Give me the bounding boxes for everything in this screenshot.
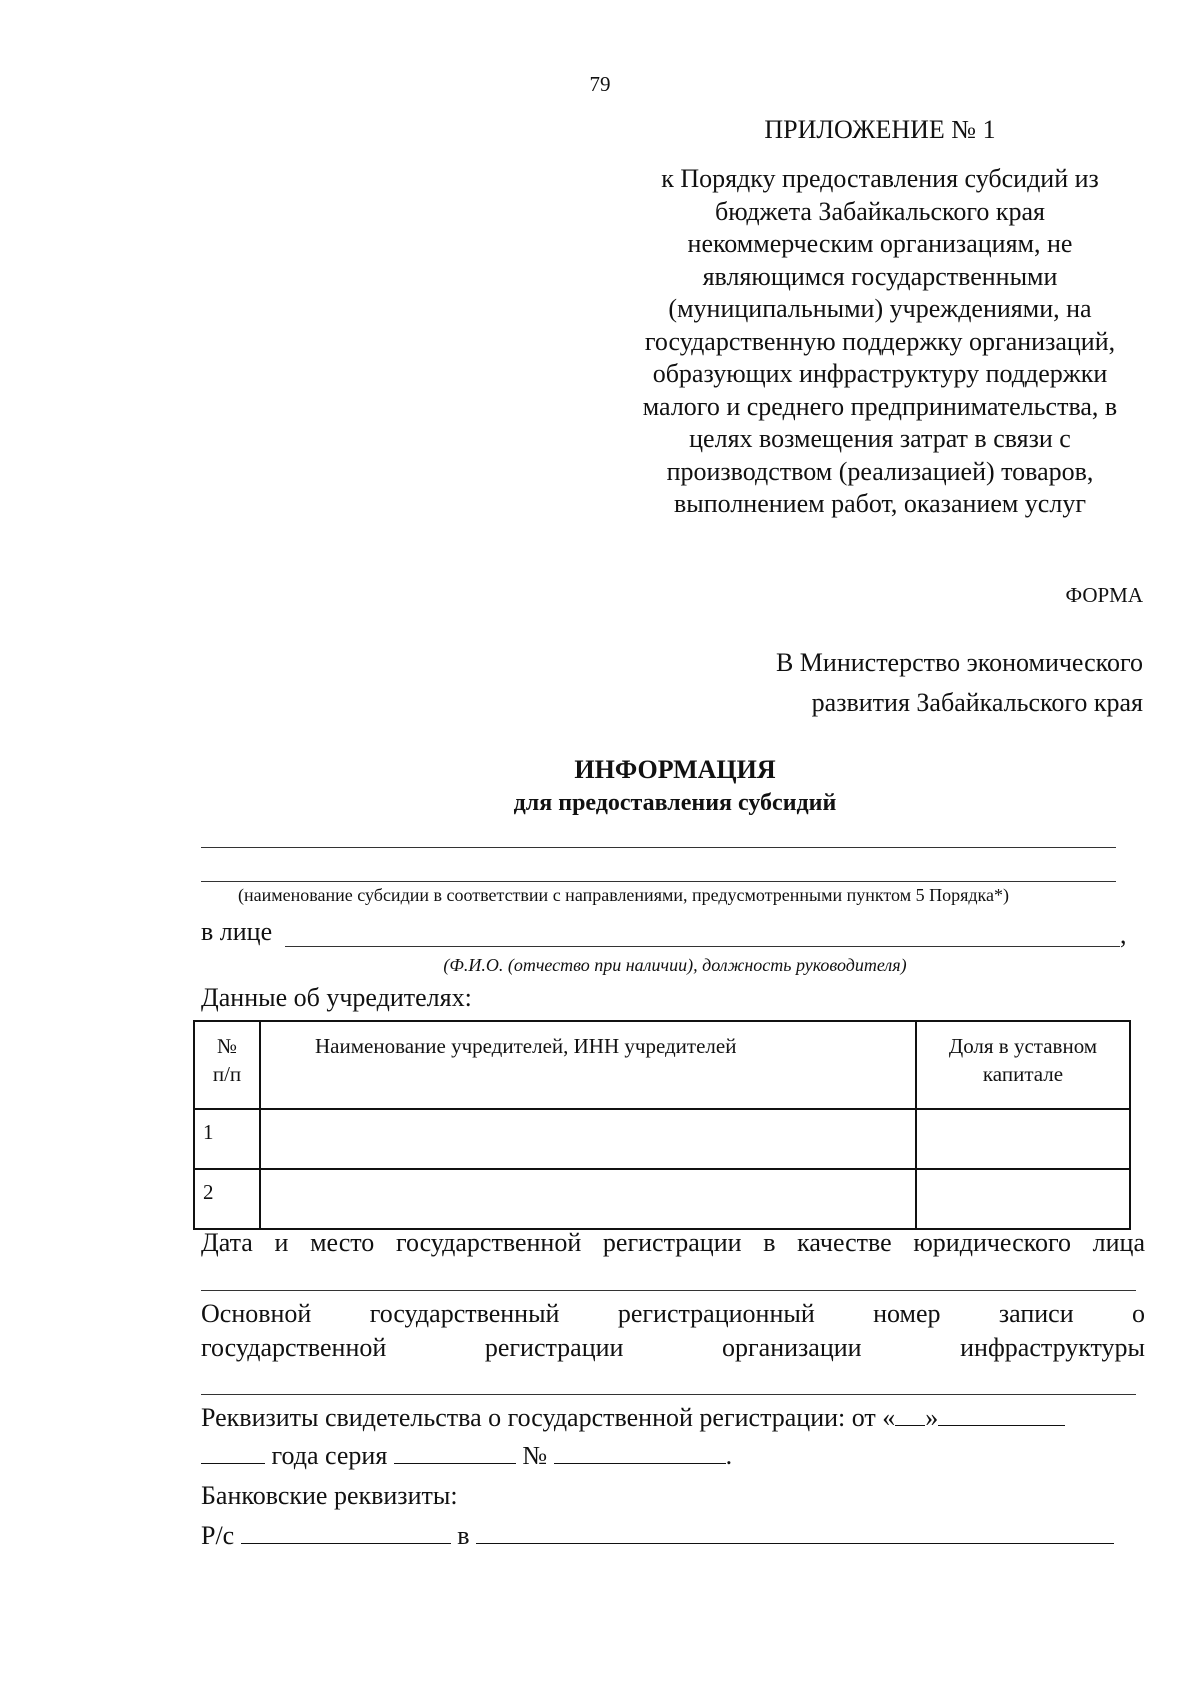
document-title: ИНФОРМАЦИЯ [574,755,776,784]
row-number-cell: 2 [194,1169,260,1229]
addressee-block [776,643,1143,723]
registration-date-place-label: Дата и место государственной регистрации в качестве юридического лица [201,1228,1145,1257]
certificate-number-sign: № [522,1441,548,1470]
certificate-day-field[interactable] [895,1403,925,1426]
ogrn-label-line-2: государственной регистрации организации инфраструктуры [201,1333,1145,1362]
appendix-line: являющимся государственными [702,261,1058,291]
table-row [194,1169,1130,1229]
bank-details-label: Банковские реквизиты: [201,1481,458,1510]
registration-date-place-field[interactable] [201,1290,1136,1291]
share-cell[interactable] [916,1169,1130,1229]
appendix-line: некоммерческим организациям, не [687,229,1073,258]
certificate-period: . [725,1441,733,1470]
in-person-label: в лице [201,917,273,946]
ogrn-label-line-1: Основной государственный регистрационный номер записи о [201,1299,1145,1328]
in-person-comma: , [1120,920,1127,949]
appendix-line: к Порядку предоставления субсидий из [661,164,1099,193]
founder-name-cell[interactable] [260,1109,916,1169]
certificate-line-1 [201,1403,1065,1433]
account-line [201,1521,1114,1551]
column-header-founder-name: Наименование учредителей, ИНН учредителей [260,1021,916,1109]
account-number-field[interactable] [241,1521,451,1544]
appendix-line: государственную поддержку организаций, [644,326,1116,356]
document-subtitle: для предоставления субсидий [513,790,837,816]
appendix-line: образующих инфраструктуру поддержки [652,359,1108,388]
certificate-year-label: года серия [271,1441,388,1470]
founders-table [193,1020,1131,1230]
addressee-line: развития Забайкальского края [811,688,1143,717]
certificate-line-2 [201,1441,732,1471]
director-name-caption: (Ф.И.О. (отчество при наличии), должность руководителя) [443,955,907,975]
subsidy-name-field-line-1[interactable] [201,847,1116,848]
column-header-number: № п/п [194,1021,260,1109]
founders-label: Данные об учредителях: [201,983,472,1012]
certificate-year-field[interactable] [201,1441,265,1464]
form-label: ФОРМА [1065,583,1143,607]
appendix-line: малого и среднего предпринимательства, в [642,391,1118,421]
ogrn-field[interactable] [201,1394,1136,1395]
certificate-label: Реквизиты свидетельства о государственной регистрации: от « [201,1403,896,1432]
share-cell[interactable] [916,1109,1130,1169]
appendix-description [600,163,1160,521]
certificate-series-field[interactable] [394,1441,516,1464]
appendix-title: ПРИЛОЖЕНИЕ № 1 [764,115,996,144]
subsidy-name-caption: (наименование субсидии в соответствии с направлениями, предусмотренными пунктом 5 Порядка*) [238,885,1009,905]
appendix-line: (муниципальными) учреждениями, на [668,294,1092,323]
addressee-line: В Министерство экономического [775,648,1143,677]
certificate-month-field[interactable] [938,1403,1065,1426]
founder-name-cell[interactable] [260,1169,916,1229]
table-header-row [194,1021,1130,1109]
subsidy-name-field-line-2[interactable] [201,881,1116,882]
appendix-line: выполнением работ, оказанием услуг [674,489,1086,518]
director-name-field[interactable] [285,946,1120,947]
certificate-close-quote: » [925,1403,939,1432]
page-number: 79 [589,72,611,96]
appendix-line: производством (реализацией) товаров, [666,456,1094,486]
certificate-number-field[interactable] [554,1441,726,1464]
table-row [194,1109,1130,1169]
appendix-line: бюджета Забайкальского края [714,196,1046,226]
appendix-line: целях возмещения затрат в связи с [689,424,1071,453]
account-label: Р/с [201,1521,235,1550]
row-number-cell: 1 [194,1109,260,1169]
column-header-share: Доля в уставном капитале [916,1021,1130,1109]
bank-name-field[interactable] [476,1521,1114,1544]
bank-in-label: в [457,1521,470,1550]
